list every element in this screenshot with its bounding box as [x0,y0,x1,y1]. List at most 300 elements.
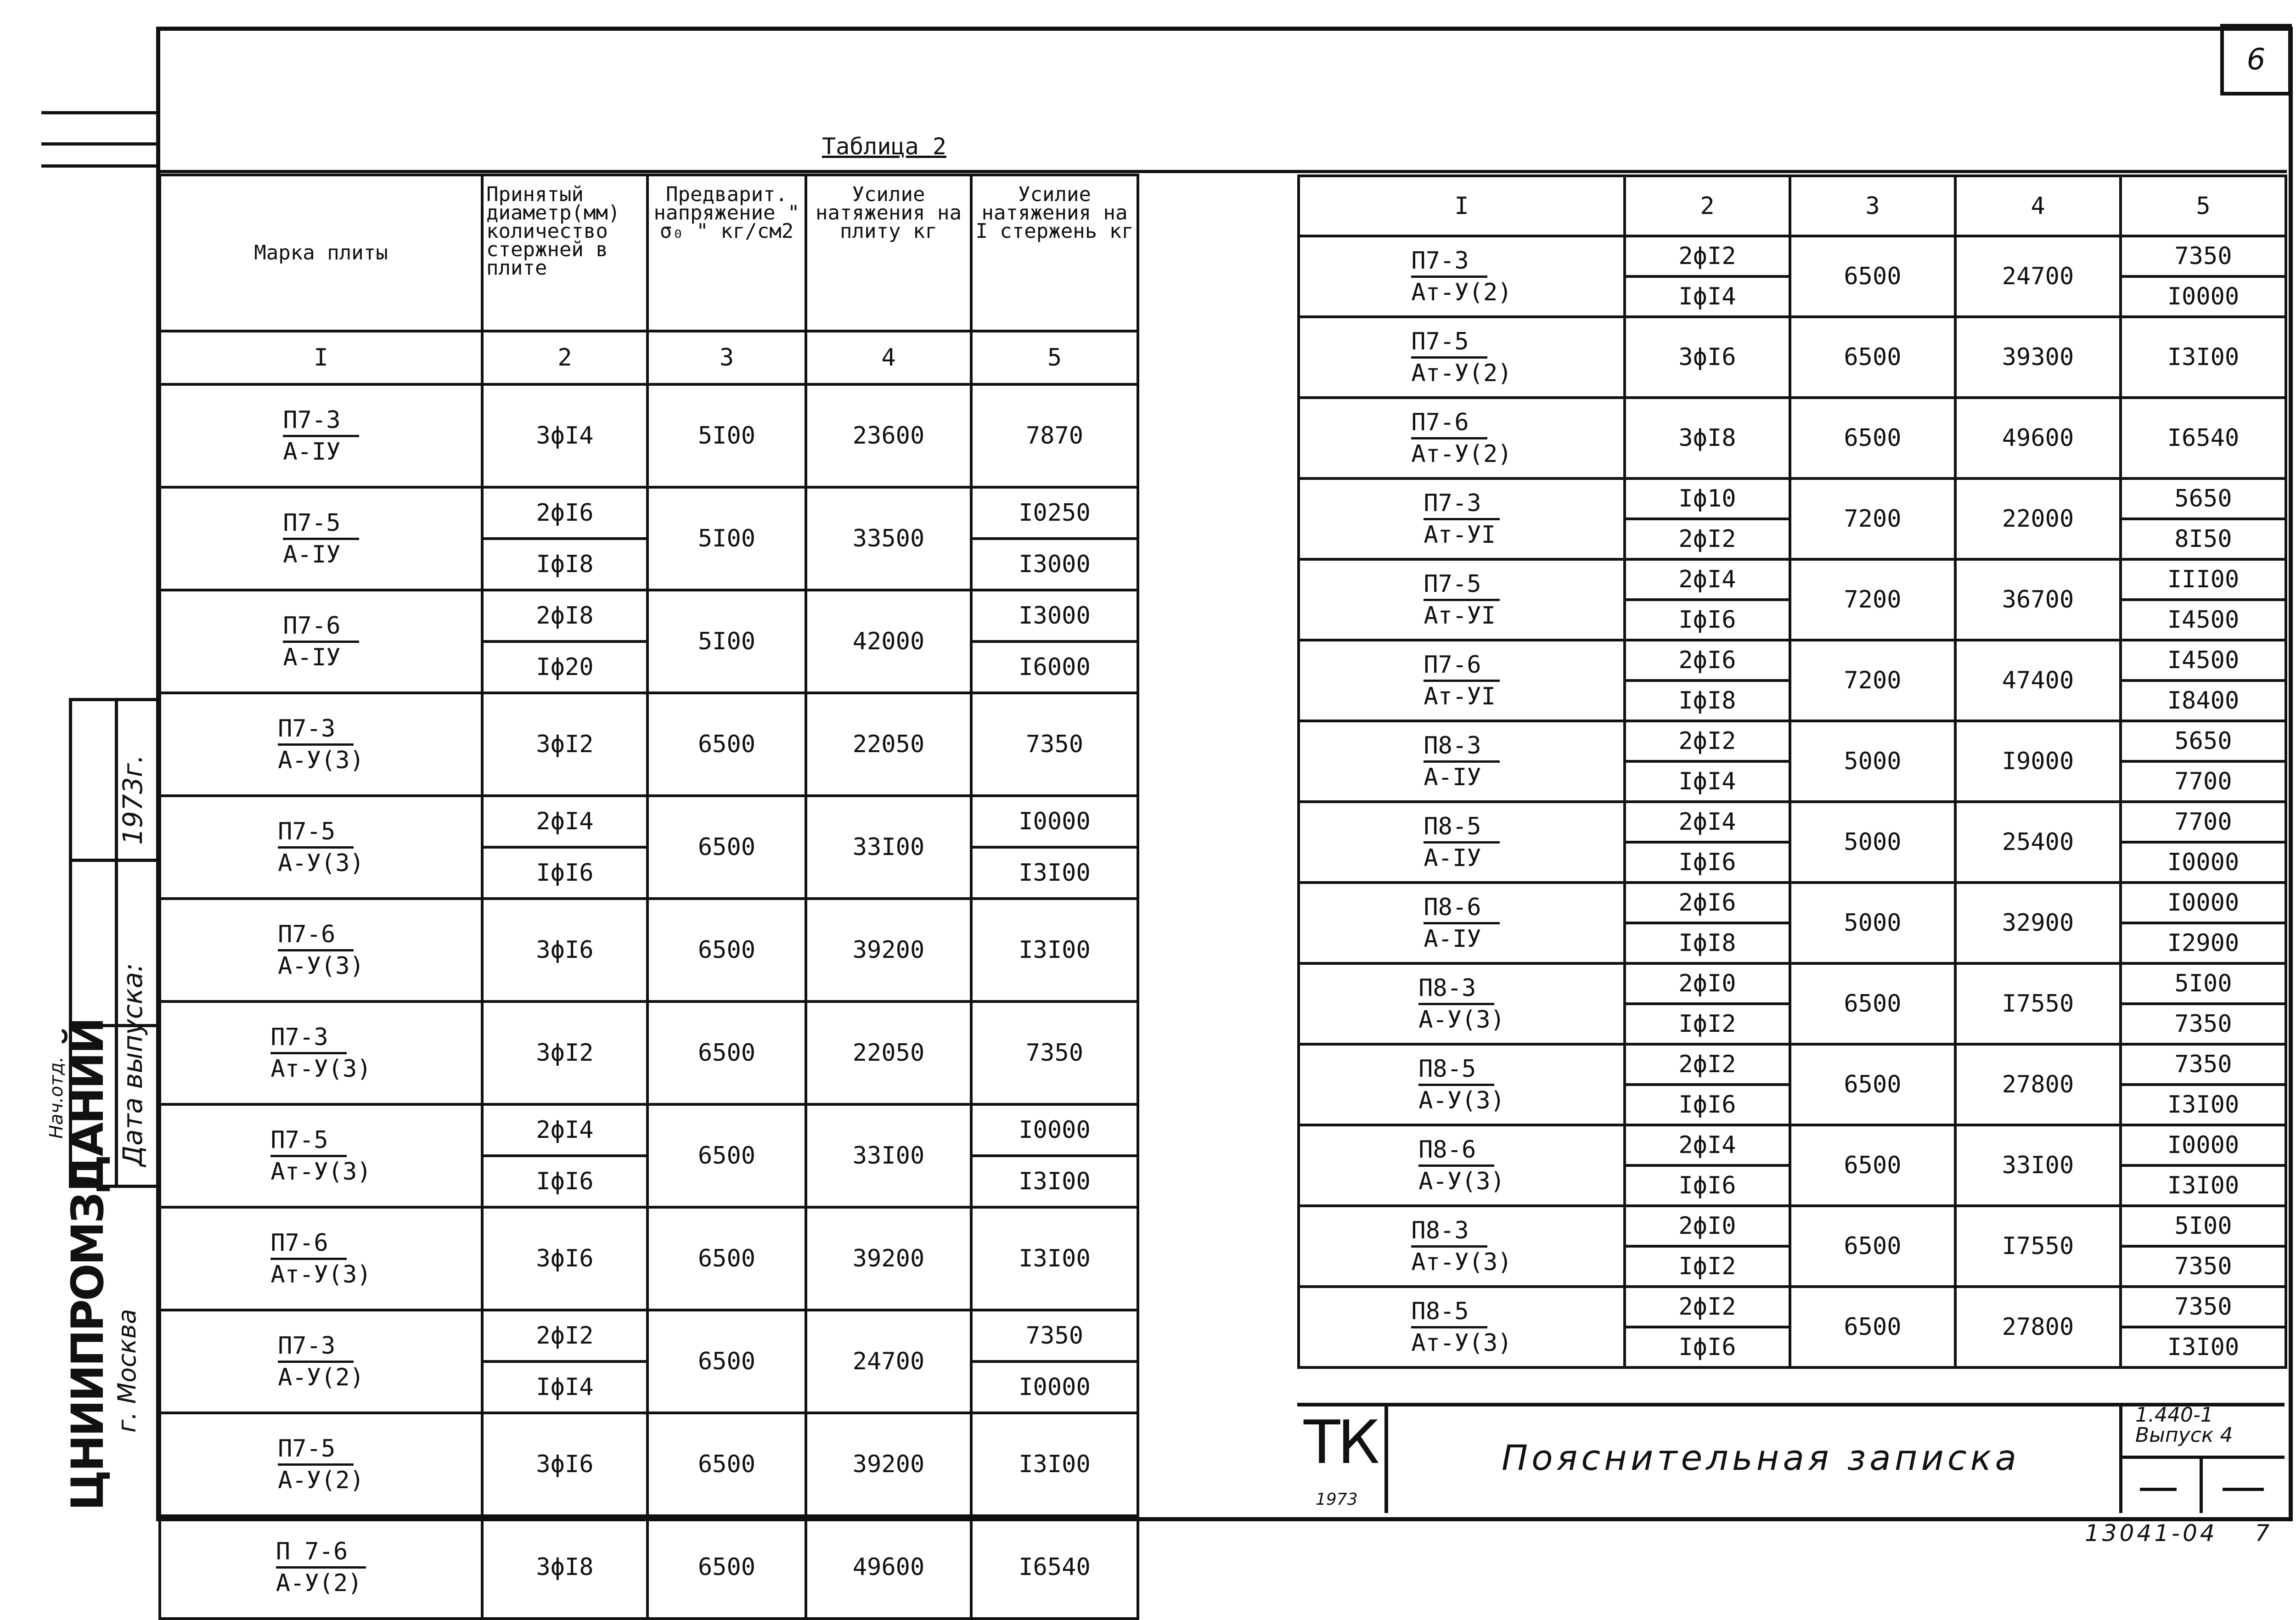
column-number: 2 [1625,176,1790,236]
bar-force-cell: I4500 [2121,640,2286,681]
diameter-cell: 2ϕI2 [1625,721,1790,761]
table-row [1299,1287,2286,1327]
column-number: 4 [806,331,971,384]
plate-mark [1418,1135,1505,1196]
bar-force-cell: I3I00 [971,847,1138,899]
prestress-cell: 7200 [1790,559,1955,640]
margin-line [41,142,158,146]
plate-mark-cell [160,1104,482,1207]
plate-force-cell: 33I00 [806,796,971,899]
prestress-cell: 5000 [1790,721,1955,802]
diameter-cell: IϕI8 [1625,923,1790,963]
steel-class: А-У(3) [278,849,364,877]
steel-class: Ат-У(2) [1411,440,1512,468]
diameter-cell: IϕI6 [1625,1165,1790,1206]
prestress-cell: 6500 [647,693,806,796]
plate-force-cell: 33I00 [806,1104,971,1207]
plate-mark-number: П7-3 [1411,246,1487,278]
prestress-cell: 6500 [647,1207,806,1310]
column-number: 3 [647,331,806,384]
diameter-cell: 2ϕI0 [1625,1206,1790,1246]
bar-force-cell: I3000 [971,539,1138,590]
steel-class: А-IУ [1424,763,1481,791]
tk-year: 1973 [1316,1490,1358,1509]
bar-force-cell: I6540 [2121,398,2286,478]
plate-force-cell: 39200 [806,1413,971,1516]
side-release-label: Дата выпуска: [117,963,148,1166]
prestress-cell: 6500 [1790,398,1955,478]
bar-force-cell: I0000 [2121,1125,2286,1165]
side-city: г. Москва [113,1309,141,1433]
plate-mark-number: П8-3 [1411,1216,1487,1248]
margin-line [41,164,158,168]
left-table [158,174,1139,1620]
right-table [1297,174,2287,1369]
plate-mark-number: П7-3 [270,1023,346,1054]
plate-mark-number: П7-5 [278,817,354,849]
steel-class: Ат-У(3) [1411,1248,1512,1276]
steel-class: А-IУ [283,438,341,466]
plate-mark-cell [160,693,482,796]
steel-class: А-У(2) [278,1466,364,1494]
column-number: I [1299,176,1625,236]
plate-force-cell: I7550 [1955,1206,2121,1287]
plate-mark-number: П7-3 [1424,489,1499,520]
diameter-cell: IϕI4 [482,1361,647,1413]
diameter-cell: IϕI6 [482,1156,647,1207]
plate-mark-number: П8-6 [1418,1135,1494,1167]
plate-mark [1418,973,1505,1035]
steel-class: Ат-У(2) [1411,278,1512,306]
column-number: 2 [482,331,647,384]
diameter-cell: IϕI8 [482,539,647,590]
prestress-cell: 5000 [1790,802,1955,883]
bar-force-cell: I0000 [2121,842,2286,883]
prestress-cell: 6500 [647,1104,806,1207]
plate-force-cell: 49600 [806,1516,971,1619]
tk-stamp [1297,1403,1388,1513]
plate-force-cell: 22050 [806,1001,971,1104]
plate-mark [283,611,359,672]
plate-mark-number: П7-6 [270,1228,346,1260]
table-row [1299,1044,2286,1085]
prestress-cell: 5000 [1790,883,1955,963]
prestress-cell: 5I00 [647,384,806,487]
table-row [160,693,1138,744]
plate-mark-cell [1299,1044,1625,1125]
plate-mark [1411,246,1512,307]
sheet-number: 7 [2255,1520,2273,1547]
plate-mark-cell [1299,1125,1625,1206]
plate-mark-number: П7-5 [278,1434,354,1466]
bar-force-cell: I3I00 [971,899,1138,1001]
bar-force-cell: I0000 [2121,883,2286,923]
plate-mark [1411,327,1512,388]
plate-mark-cell [1299,640,1625,721]
plate-force-cell: 24700 [1955,236,2121,317]
diameter-cell: 2ϕI4 [1625,802,1790,842]
table-row [1299,963,2286,1004]
plate-mark-cell [160,384,482,487]
bar-force-cell: 7350 [2121,1004,2286,1044]
plate-force-cell: 42000 [806,590,971,693]
table-row [1299,883,2286,923]
plate-mark-number: П8-6 [1424,893,1499,924]
steel-class: Ат-УI [1424,521,1496,549]
plate-mark [270,1228,371,1289]
plate-mark [1424,489,1499,550]
header-force-plate: Усилие натяжения на плиту кг [806,175,971,331]
steel-class: Ат-У(3) [270,1260,371,1288]
header-plate-mark: Марка плиты [160,175,482,331]
side-line [69,859,158,862]
plate-mark-number: П8-5 [1411,1297,1487,1328]
bar-force-cell: I3I00 [2121,1165,2286,1206]
plate-mark-number: П7-3 [278,1331,354,1363]
bar-force-cell: 5650 [2121,721,2286,761]
diameter-cell: IϕI6 [1625,1327,1790,1367]
steel-class: А-У(3) [1418,1006,1505,1034]
diameter-cell: Iϕ20 [482,641,647,693]
steel-class: А-У(2) [276,1569,362,1597]
plate-force-cell: 49600 [1955,398,2121,478]
plate-mark-cell [1299,963,1625,1044]
steel-class: А-У(3) [1418,1167,1505,1195]
plate-mark-cell [1299,1287,1625,1367]
plate-mark-number: П7-3 [283,405,359,437]
diameter-cell: 3ϕI8 [1625,398,1790,478]
table-row [1299,236,2286,276]
doc-number-text: 13041-04 [2085,1520,2217,1547]
plate-force-cell: 36700 [1955,559,2121,640]
series-info [2135,1405,2233,1446]
plate-mark-number: П7-5 [1411,327,1487,359]
table-row [1299,721,2286,761]
steel-class: Ат-У(3) [270,1055,371,1083]
table-row [160,1310,1138,1361]
diameter-cell: 2ϕI2 [482,1310,647,1361]
table-row [160,487,1138,539]
plate-mark-cell [1299,236,1625,317]
bar-force-cell: 7350 [971,1001,1138,1104]
steel-class: Ат-УI [1424,682,1496,710]
table-row [160,384,1138,436]
bar-force-cell: I0000 [971,796,1138,847]
side-line [69,698,158,701]
plate-mark-cell [160,1516,482,1619]
plate-mark-cell [1299,559,1625,640]
prestress-cell: 6500 [647,1310,806,1413]
bar-force-cell: I3I00 [2121,1085,2286,1125]
table-row [160,796,1138,847]
bar-force-cell: I4500 [2121,600,2286,640]
bar-force-cell: I0000 [971,1361,1138,1413]
steel-class: А-IУ [283,643,341,671]
plate-mark-number: П8-3 [1424,731,1499,763]
diameter-cell: 3ϕI6 [482,1207,647,1310]
stamp-dash [2223,1488,2264,1491]
bar-force-cell: 7870 [971,384,1138,487]
plate-force-cell: 39300 [1955,317,2121,398]
plate-force-cell: 27800 [1955,1287,2121,1367]
plate-mark [1418,1054,1505,1115]
plate-mark-cell [160,1310,482,1413]
plate-mark [278,714,364,775]
bar-force-cell: I8400 [2121,681,2286,721]
plate-mark-cell [1299,1206,1625,1287]
prestress-cell: 6500 [647,899,806,1001]
diameter-cell: Iϕ10 [1625,478,1790,519]
bar-force-cell: I3000 [971,590,1138,641]
steel-class: А-IУ [1424,844,1481,872]
prestress-cell: 7200 [1790,640,1955,721]
steel-class: Ат-У(3) [270,1158,371,1186]
diameter-cell: 2ϕI0 [1625,963,1790,1004]
bar-force-cell: I3I00 [2121,317,2286,398]
plate-mark [278,817,364,878]
bar-force-cell: I0250 [971,487,1138,539]
plate-mark-number: П7-6 [1424,650,1499,682]
plate-force-cell: 22000 [1955,478,2121,559]
diameter-cell: 3ϕI2 [482,693,647,796]
diameter-cell: 2ϕI4 [482,1104,647,1156]
prestress-cell: 6500 [647,1413,806,1516]
diameter-cell: 2ϕI2 [1625,236,1790,276]
plate-mark-cell [1299,317,1625,398]
plate-mark-number: П7-6 [1411,408,1487,439]
diameter-cell: 2ϕI8 [482,590,647,641]
stamp-dash [2140,1488,2177,1491]
diameter-cell: IϕI4 [1625,276,1790,317]
prestress-cell: 6500 [1790,236,1955,317]
plate-mark-number: П7-5 [283,508,359,540]
plate-force-cell: 33500 [806,487,971,590]
plate-mark [1411,408,1512,469]
diameter-cell: 3ϕI4 [482,384,647,487]
bar-force-cell: 5I00 [2121,963,2286,1004]
plate-mark-number: П7-5 [270,1125,346,1157]
table-row [1299,1206,2286,1246]
plate-mark [276,1537,366,1598]
plate-mark [1424,812,1499,873]
plate-mark-number: П8-3 [1418,973,1494,1005]
table-row [1299,640,2286,681]
column-number: 5 [971,331,1138,384]
bar-force-cell: I3I00 [971,1207,1138,1310]
plate-mark-number: П7-6 [283,611,359,643]
prestress-cell: 7200 [1790,478,1955,559]
column-number: 5 [2121,176,2286,236]
table-row [1299,317,2286,357]
plate-force-cell: I7550 [1955,963,2121,1044]
plate-mark-number: П8-5 [1418,1054,1494,1086]
plate-force-cell: 47400 [1955,640,2121,721]
column-number: I [160,331,482,384]
diameter-cell: IϕI6 [1625,842,1790,883]
plate-force-cell: 25400 [1955,802,2121,883]
table-row [1299,1125,2286,1165]
plate-force-cell: 39200 [806,899,971,1001]
prestress-cell: 6500 [1790,1044,1955,1125]
steel-class: Ат-УI [1424,602,1496,630]
table-row [160,899,1138,950]
diameter-cell: IϕI4 [1625,761,1790,802]
plate-force-cell: I9000 [1955,721,2121,802]
prestress-cell: 6500 [1790,317,1955,398]
table-row [160,590,1138,641]
bar-force-cell: I6540 [971,1516,1138,1619]
steel-class: А-У(3) [278,746,364,774]
diameter-cell: IϕI6 [1625,1085,1790,1125]
plate-force-cell: 27800 [1955,1044,2121,1125]
margin-line [41,111,158,114]
diameter-cell: 2ϕI6 [1625,640,1790,681]
plate-force-cell: 33I00 [1955,1125,2121,1206]
table-row [160,1413,1138,1464]
diameter-cell: 3ϕI8 [482,1516,647,1619]
diameter-cell: IϕI8 [1625,681,1790,721]
bar-force-cell: 5I00 [2121,1206,2286,1246]
diameter-cell: 2ϕI2 [1625,1044,1790,1085]
column-number: 3 [1790,176,1955,236]
plate-mark-cell [160,1413,482,1516]
bar-force-cell: 7700 [2121,761,2286,802]
plate-mark [278,1331,364,1392]
plate-mark [270,1125,371,1187]
tk-logo: ТК [1304,1407,1377,1477]
diameter-cell: 2ϕI2 [1625,519,1790,559]
plate-mark [1424,731,1499,792]
document-number [2085,1520,2272,1547]
header-force-bar: Усилие натяжения на I стержень кг [971,175,1138,331]
plate-mark-number: П8-5 [1424,812,1499,844]
bar-force-cell: 7350 [2121,1287,2286,1327]
bar-force-cell: III00 [2121,559,2286,600]
column-number: 4 [1955,176,2121,236]
plate-mark-number: П7-6 [278,920,354,951]
document-title: Пояснительная записка [1502,1437,2020,1478]
steel-class: Ат-У(2) [1411,359,1512,387]
plate-mark-cell [160,1207,482,1310]
plate-mark-number: П 7-6 [276,1537,366,1569]
table-row [1299,398,2286,438]
bar-force-cell: 7350 [971,693,1138,796]
plate-mark-cell [160,1001,482,1104]
steel-class: А-IУ [283,540,341,568]
bar-force-cell: 5650 [2121,478,2286,519]
plate-mark [1411,1216,1512,1277]
bar-force-cell: I0000 [971,1104,1138,1156]
plate-mark-cell [160,796,482,899]
plate-mark-cell [1299,721,1625,802]
plate-mark [283,508,359,569]
prestress-cell: 6500 [647,796,806,899]
plate-force-cell: 23600 [806,384,971,487]
stamp-divider [2200,1456,2203,1513]
diameter-cell: 3ϕI6 [482,899,647,1001]
plate-mark-number: П7-3 [278,714,354,746]
plate-mark-cell [160,487,482,590]
bar-force-cell: I3I00 [971,1156,1138,1207]
prestress-cell: 5I00 [647,487,806,590]
plate-mark [1424,893,1499,954]
diameter-cell: 2ϕI6 [1625,883,1790,923]
prestress-cell: 6500 [1790,1206,1955,1287]
plate-mark-cell [160,899,482,1001]
diameter-cell: IϕI2 [1625,1246,1790,1287]
header-prestress: Предварит. напряжение " σ₀ " кг/см2 [647,175,806,331]
table-row [160,1001,1138,1053]
side-release-year: 1973г. [117,754,148,845]
diameter-cell: 2ϕI6 [482,487,647,539]
plate-mark-number: П7-5 [1424,569,1499,601]
table-row [160,1104,1138,1156]
side-organization: ЦНИИПРОМЗДАНИЙ [62,1019,113,1511]
diameter-cell: 2ϕI4 [1625,1125,1790,1165]
diameter-cell: 2ϕI4 [482,796,647,847]
diameter-cell: 3ϕI6 [1625,317,1790,398]
bar-force-cell: I0000 [2121,276,2286,317]
prestress-cell: 6500 [1790,963,1955,1044]
plate-force-cell: 22050 [806,693,971,796]
bar-force-cell: 7350 [2121,236,2286,276]
prestress-cell: 5I00 [647,590,806,693]
bar-force-cell: I3I00 [2121,1327,2286,1367]
plate-force-cell: 39200 [806,1207,971,1310]
plate-mark-cell [1299,883,1625,963]
diameter-cell: 3ϕI6 [482,1413,647,1516]
plate-mark [278,1434,364,1495]
header-rule [156,170,2287,173]
series-number: 1.440-1 [2135,1403,2213,1427]
plate-mark [1424,569,1499,630]
header-diameter: Принятый диаметр(мм) количество стержней в плите [482,175,647,331]
table-row [1299,802,2286,842]
prestress-cell: 6500 [1790,1287,1955,1367]
bar-force-cell: 7350 [2121,1246,2286,1287]
bar-force-cell: 7700 [2121,802,2286,842]
page-number: 6 [2220,24,2292,96]
bar-force-cell: I3I00 [971,1413,1138,1516]
plate-force-cell: 24700 [806,1310,971,1413]
diameter-cell: 2ϕI4 [1625,559,1790,600]
plate-mark [283,405,359,467]
plate-mark-cell [1299,398,1625,478]
diameter-cell: IϕI2 [1625,1004,1790,1044]
prestress-cell: 6500 [647,1001,806,1104]
plate-mark [270,1023,371,1084]
bar-force-cell: 7350 [2121,1044,2286,1085]
table-caption: Таблица 2 [822,133,946,160]
bar-force-cell: 8I50 [2121,519,2286,559]
steel-class: А-У(3) [278,952,364,980]
table-row [1299,478,2286,519]
plate-mark-cell [1299,802,1625,883]
series-issue: Выпуск 4 [2135,1423,2233,1447]
diameter-cell: IϕI6 [1625,600,1790,640]
diameter-cell: 2ϕI2 [1625,1287,1790,1327]
plate-mark [1411,1297,1512,1358]
bar-force-cell: 7350 [971,1310,1138,1361]
bar-force-cell: I2900 [2121,923,2286,963]
steel-class: А-У(3) [1418,1086,1505,1114]
side-role: Нач.отд. [46,1056,67,1139]
steel-class: Ат-У(3) [1411,1329,1512,1357]
plate-mark [278,920,364,981]
plate-mark-cell [160,590,482,693]
table-row [1299,559,2286,600]
steel-class: А-У(2) [278,1363,364,1391]
